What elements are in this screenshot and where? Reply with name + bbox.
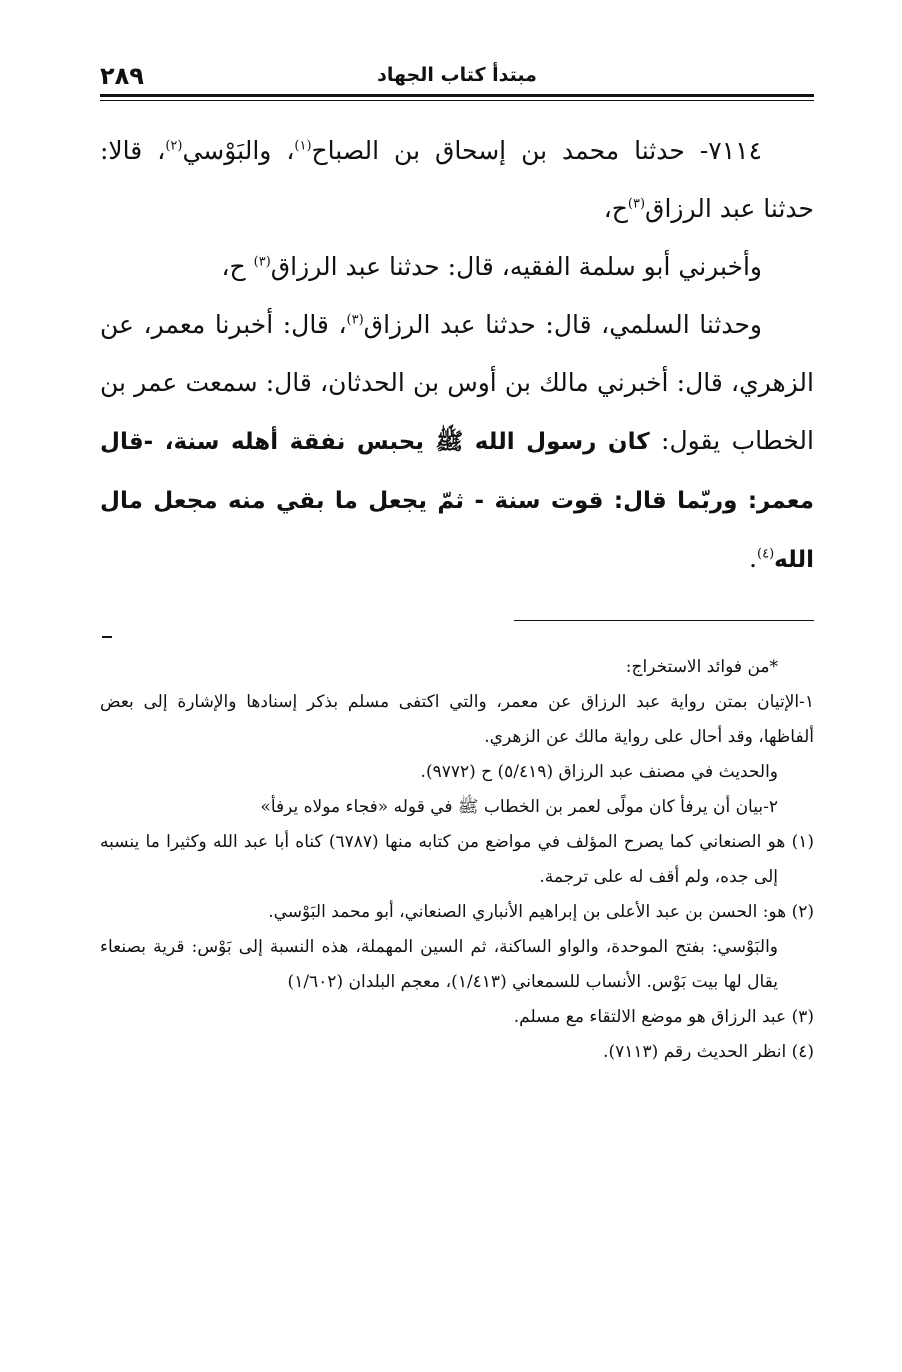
benefit-2: ٢-بيان أن يرفأ كان مولًى لعمر بن الخطاب ﷺ في قوله «فجاء مولاه يرفأ» bbox=[260, 797, 778, 817]
text-run: ٧١١٤- حدثنا محمد بن إسحاق بن الصباح bbox=[311, 136, 762, 165]
text-run: . bbox=[749, 544, 757, 573]
text-run: ، قال: أخبرنا معمر، عن الزهري، قال: أخبرني مالك بن أوس بن الحدثان، قال: سمعت عمر بن الخطاب يقول: bbox=[100, 310, 814, 455]
hadith-paragraph-2 bbox=[100, 238, 814, 296]
text-run: وحدثنا السلمي، قال: حدثنا عبد الرزاق bbox=[363, 310, 762, 339]
footnote-ref[interactable]: (٣) bbox=[627, 196, 646, 212]
hadith-paragraph-3 bbox=[100, 296, 814, 589]
text-run: وأخبرني أبو سلمة الفقيه، قال: حدثنا عبد الرزاق bbox=[270, 252, 762, 281]
footnote-ref[interactable]: (٢) bbox=[165, 138, 183, 154]
footnote-2: (٢) هو: الحسن بن عبد الأعلى بن إبراهيم الأنباري الصنعاني، أبو محمد البَوْسي. bbox=[268, 902, 814, 922]
footnote-3: (٣) عبد الرزاق هو موضع الالتقاء مع مسلم. bbox=[513, 1007, 814, 1027]
footnote-ref[interactable]: (٣) bbox=[346, 312, 364, 328]
separator-mark bbox=[102, 636, 112, 638]
page-header bbox=[100, 58, 814, 102]
benefit-1: ١-الإتيان بمتن رواية عبد الرزاق عن معمر، والتي اكتفى مسلم بذكر إسنادها والإشارة إلى بعض ألفاظها، وقد أحال على رواية مالك عن الزهري. bbox=[100, 692, 814, 747]
footnote-ref[interactable]: (٣) bbox=[253, 254, 271, 270]
chapter-title: مبتدأ كتاب الجهاد bbox=[377, 64, 537, 86]
text-run: ح، bbox=[221, 252, 254, 281]
text-run: ، والبَوْسي bbox=[182, 136, 295, 165]
benefits-intro: *من فوائد الاستخراج: bbox=[625, 657, 778, 677]
text-run: ، قالا: حدثنا عبد الرزاق bbox=[100, 136, 814, 223]
footnote-separator bbox=[514, 620, 814, 621]
main-text bbox=[100, 122, 814, 589]
footnote-4: (٤) انظر الحديث رقم (٧١١٣). bbox=[603, 1042, 814, 1062]
text-run: ح، bbox=[603, 194, 628, 223]
footnotes-section bbox=[100, 650, 814, 1070]
hadith-matn-bold: كان رسول الله ﷺ يحبس نفقة أهله سنة، -قال معمر: وربّما قال: قوت سنة - ثمّ يجعل ما بقي منه مجعل مال الله bbox=[100, 429, 814, 573]
footnote-ref[interactable]: (١) bbox=[294, 138, 312, 154]
footnote-1: (١) هو الصنعاني كما يصرح المؤلف في مواضع من كتابه منها (٦٧٨٧) كناه أبا عبد الله وكثيرا ما ينسبه إلى جده، ولم أقف له على ترجمة. bbox=[100, 832, 814, 887]
header-rule-thick bbox=[100, 94, 814, 97]
benefit-1-source: والحديث في مصنف عبد الرزاق (٥/٤١٩) ح (٩٧٧٢). bbox=[420, 762, 778, 782]
header-rule-thin bbox=[100, 100, 814, 101]
footnote-ref[interactable]: (٤) bbox=[757, 546, 775, 562]
footnote-2-detail: والبَوْسي: بفتح الموحدة، والواو الساكنة، ثم السين المهملة، هذه النسبة إلى بَوْس: قرية بصنعاء يقال لها بيت بَوْس. الأنساب للسمعاني (١/٤١٣)، معجم البلدان (١/٦٠٢) bbox=[100, 937, 778, 992]
hadith-paragraph-1 bbox=[100, 122, 814, 238]
page-number: ٢٨٩ bbox=[100, 62, 144, 90]
